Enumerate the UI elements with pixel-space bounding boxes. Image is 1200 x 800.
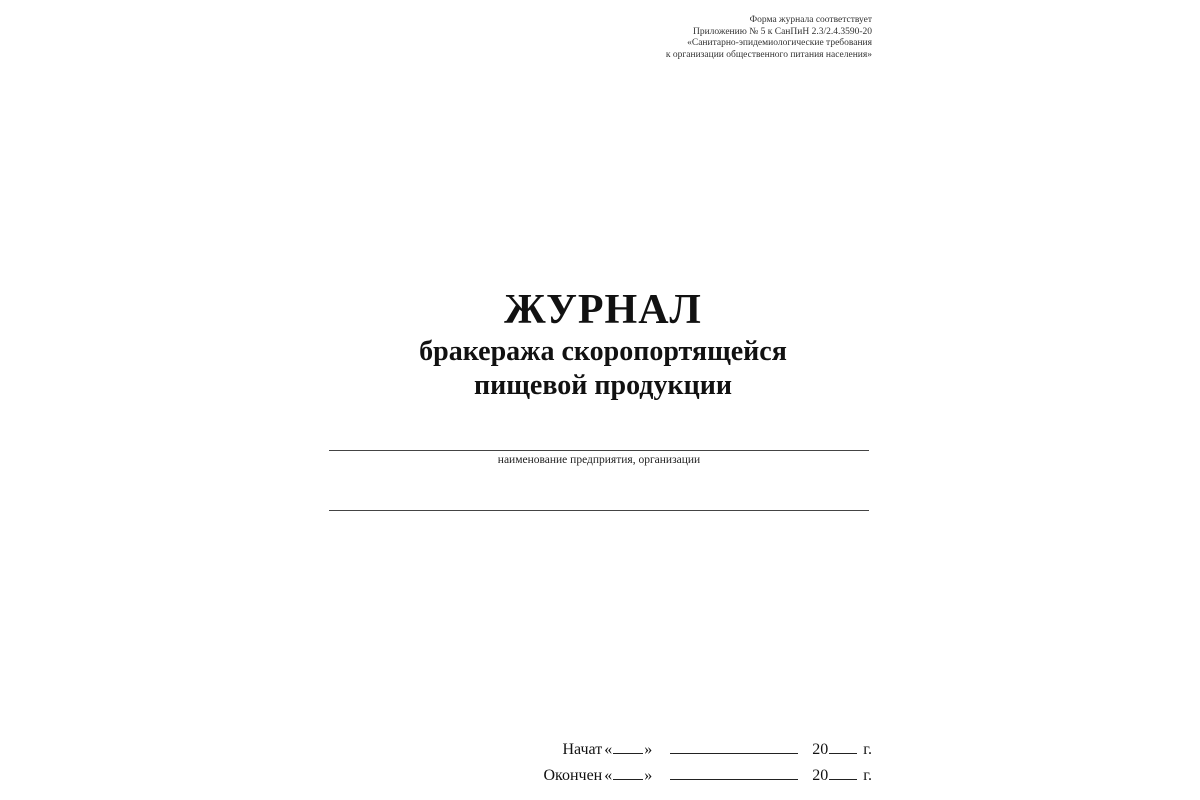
regulation-note-line: «Санитарно-эпидемиологические требования bbox=[687, 38, 872, 48]
title-block bbox=[0, 285, 1200, 403]
open-quote: « bbox=[604, 767, 613, 784]
dates-block bbox=[543, 737, 872, 789]
regulation-note-line: к организации общественного питания населения» bbox=[665, 49, 872, 60]
start-date-row bbox=[543, 737, 872, 763]
document-subtitle-line-2: пищевой продукции bbox=[474, 370, 732, 401]
start-day-blank bbox=[613, 739, 643, 754]
start-date-label: Начат bbox=[562, 741, 603, 758]
start-year-suffix: г. bbox=[863, 741, 872, 758]
end-date-label: Окончен bbox=[543, 767, 603, 784]
start-century: 20 bbox=[812, 741, 829, 758]
end-month-blank bbox=[670, 765, 798, 780]
close-quote: » bbox=[644, 767, 653, 784]
document-subtitle-line-1: бракеража скоропортящейся bbox=[419, 336, 787, 367]
open-quote: « bbox=[604, 741, 613, 758]
end-year-blank bbox=[829, 765, 857, 780]
document-title: ЖУРНАЛ bbox=[504, 287, 702, 333]
organization-name-line bbox=[329, 450, 869, 451]
end-day-blank bbox=[613, 765, 643, 780]
organization-caption: наименование предприятия, организации bbox=[497, 454, 701, 466]
end-century: 20 bbox=[812, 767, 829, 784]
regulation-note-line: Форма журнала соответствует bbox=[749, 15, 872, 25]
organization-name-line-2 bbox=[329, 510, 869, 511]
start-month-blank bbox=[670, 739, 798, 754]
close-quote: » bbox=[644, 741, 653, 758]
regulation-note-line: Приложению № 5 к СанПиН 2.3/2.4.3590-20 bbox=[692, 26, 872, 37]
end-date-row bbox=[543, 763, 872, 789]
end-year-suffix: г. bbox=[863, 767, 872, 784]
start-year-blank bbox=[829, 739, 857, 754]
regulation-note bbox=[666, 15, 872, 61]
